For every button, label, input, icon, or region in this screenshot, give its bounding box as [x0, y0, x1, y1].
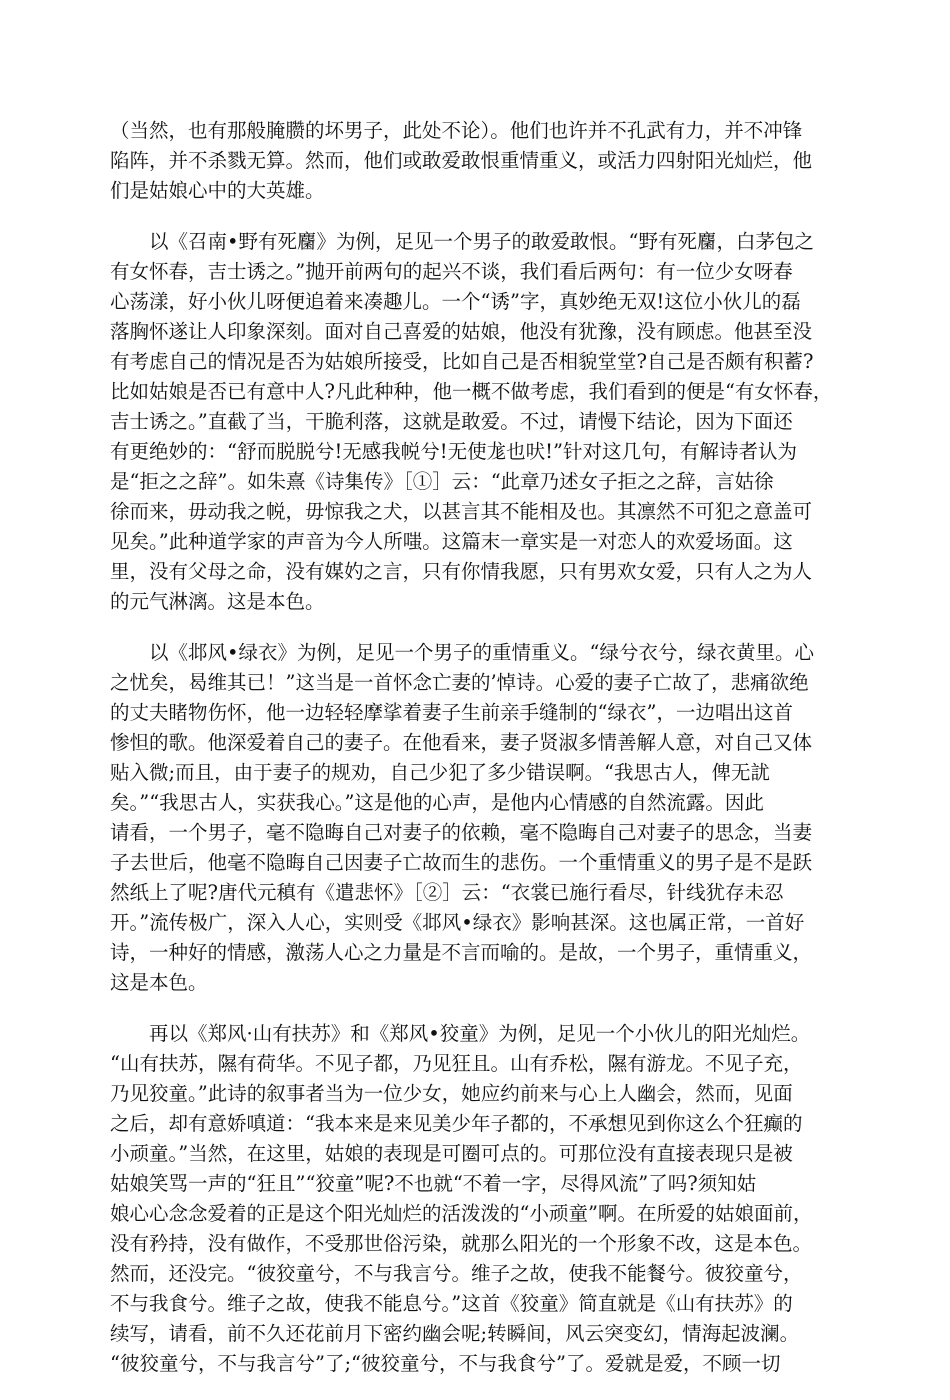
text-line: 徐而来，毋动我之帨，毋惊我之犬，以甚言其不能相及也。其凛然不可犯之意盖可 — [110, 500, 813, 523]
text-line: 的丈夫睹物伤怀，他一边轻轻摩挲着妻子生前亲手缝制的“绿衣”，一边唱出这首 — [110, 701, 793, 724]
text-line: 有考虑自己的情况是否为姑娘所接受，比如自己是否相貌堂堂?自己是否颇有积蓄? — [110, 350, 814, 373]
paragraph-3 — [110, 638, 850, 998]
text-line: 开。”流传极广，深入人心，实则受《邶风•绿衣》影响甚深。这也属正常，一首好 — [110, 911, 805, 934]
text-line: 之后，却有意娇嗔道：“我本来是来见美少年子都的，不承想见到你这么个狂癫的 — [110, 1112, 803, 1135]
text-line: 们是姑娘心中的大英雄。 — [110, 179, 325, 202]
text-line: 比如姑娘是否已有意中人?凡此种种，他一概不做考虑，我们看到的便是“有女怀春， — [110, 380, 833, 403]
text-line: 贴入微;而且，由于妻子的规劝，自己少犯了多少错误啊。“我思古人，俾无訧 — [110, 761, 771, 784]
text-line: 这是本色。 — [110, 971, 208, 994]
text-line: “彼狡童兮，不与我言兮”了;“彼狡童兮，不与我食兮”了。爱就是爱，不顾一切 — [110, 1352, 781, 1375]
text-line: 有女怀春，吉士诱之。”抛开前两句的起兴不谈，我们看后两句：有一位少女呀春 — [110, 260, 793, 283]
text-line: 诗，一种好的情感，激荡人心之力量是不言而喻的。是故，一个男子，重情重义， — [110, 941, 813, 964]
text-line: 吉士诱之。”直截了当，干脆利落，这就是敢爱。不过，请慢下结论，因为下面还 — [110, 410, 793, 433]
text-line: （当然，也有那般腌臜的坏男子，此处不论）。他们也许并不孔武有力，并不冲锋 — [110, 119, 803, 142]
paragraph-1 — [110, 116, 850, 206]
text-line: 然而，还没完。“彼狡童兮，不与我言兮。维子之故，使我不能餐兮。彼狡童兮， — [110, 1262, 803, 1285]
paragraph-4 — [110, 1019, 850, 1379]
text-line: 心荡漾，好小伙儿呀便追着来凑趣儿。一个“诱”字，真妙绝无双!这位小伙儿的磊 — [110, 290, 801, 313]
text-line: 子去世后，他毫不隐晦自己因妻子亡故而生的悲伤。一个重情重义的男子是不是跃 — [110, 851, 813, 874]
text-line: 陷阵，并不杀戮无算。然而，他们或敢爱敢恨重情重义，或活力四射阳光灿烂，他 — [110, 149, 813, 172]
text-line: 请看，一个男子，毫不隐晦自己对妻子的依赖，毫不隐晦自己对妻子的思念，当妻 — [110, 821, 813, 844]
text-line: 里，没有父母之命，没有媒妁之言，只有你情我愿，只有男欢女爱，只有人之为人 — [110, 560, 813, 583]
text-line: 矣。”“我思古人，实获我心。”这是他的心声，是他内心情感的自然流露。因此 — [110, 791, 764, 814]
text-line: 乃见狡童。”此诗的叙事者当为一位少女，她应约前来与心上人幽会，然而，见面 — [110, 1082, 793, 1105]
document-body — [110, 116, 850, 1400]
paragraph-2 — [110, 227, 850, 617]
text-line: 落胸怀遂让人印象深刻。面对自己喜爱的姑娘，他没有犹豫，没有顾虑。他甚至没 — [110, 320, 813, 343]
text-line: 姑娘笑骂一声的“狂且”“狡童”呢?不也就“不着一字，尽得风流”了吗?须知姑 — [110, 1172, 757, 1195]
text-line: 以《召南•野有死麕》为例，足见一个男子的敢爱敢恨。“野有死麕，白茅包之 — [110, 230, 814, 253]
text-line: 有更绝妙的：“舒而脱脱兮!无感我帨兮!无使尨也吠!”针对这几句，有解诗者认为 — [110, 440, 797, 463]
text-line: 是“拒之之辞”。如朱熹《诗集传》［①］云：“此章乃述女子拒之之辞，言姑徐 — [110, 470, 774, 493]
text-line: 之忧矣，曷维其已！”这当是一首怀念亡妻的’悼诗。心爱的妻子亡故了，悲痛欲绝 — [110, 671, 809, 694]
text-line: 不与我食兮。维子之故，使我不能息兮。”这首《狡童》简直就是《山有扶苏》的 — [110, 1292, 793, 1315]
text-line: 娘心心念念爱着的正是这个阳光灿烂的活泼泼的“小顽童”啊。在所爱的姑娘面前， — [110, 1202, 813, 1225]
text-line: 再以《郑风·山有扶苏》和《郑风•狡童》为例，足见一个小伙儿的阳光灿烂。 — [110, 1022, 811, 1045]
text-line: 续写，请看，前不久还花前月下密约幽会呢;转瞬间，风云突变幻，情海起波澜。 — [110, 1322, 800, 1345]
text-line: 小顽童。”当然，在这里，姑娘的表现是可圈可点的。可那位没有直接表现只是被 — [110, 1142, 793, 1165]
text-line: 然纸上了呢?唐代元稹有《遣悲怀》［②］云：“衣裳已施行看尽，针线犹存未忍 — [110, 881, 784, 904]
text-line: 以《邶风•绿衣》为例，足见一个男子的重情重义。“绿兮衣兮，绿衣黄里。心 — [110, 641, 814, 664]
text-line: 惨怛的歌。他深爱着自己的妻子。在他看来，妻子贤淑多情善解人意，对自己又体 — [110, 731, 813, 754]
text-line: “山有扶苏，隰有荷华。不见子都，乃见狂且。山有乔松，隰有游龙。不见子充， — [110, 1052, 803, 1075]
text-line: 的元气淋漓。这是本色。 — [110, 590, 325, 613]
text-line: 见矣。”此种道学家的声音为今人所嗤。这篇末一章实是一对恋人的欢爱场面。这 — [110, 530, 793, 553]
text-line: 没有矜持，没有做作，不受那世俗污染，就那么阳光的一个形象不改，这是本色。 — [110, 1232, 813, 1255]
